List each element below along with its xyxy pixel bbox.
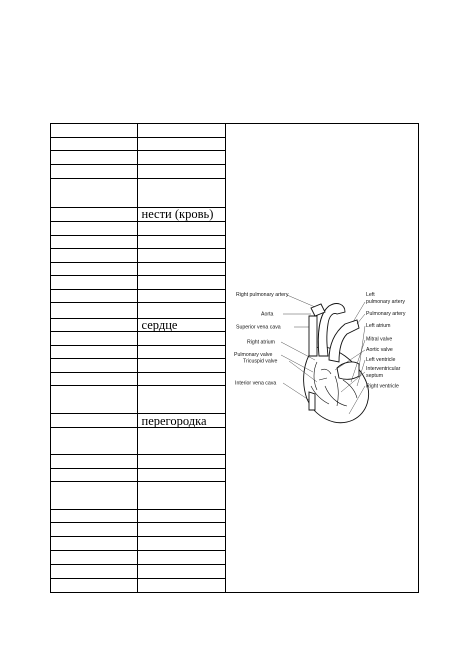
table-row bbox=[51, 551, 225, 565]
heart-diagram bbox=[225, 124, 418, 592]
table-row bbox=[51, 262, 225, 275]
label-left-atrium: Left atrium bbox=[366, 323, 391, 329]
table-row bbox=[51, 359, 225, 373]
translation-cell bbox=[137, 428, 225, 455]
term-cell bbox=[51, 207, 137, 221]
term-cell bbox=[51, 164, 137, 178]
term-cell bbox=[51, 289, 137, 302]
label-left-pulmonary-artery-line2: pulmonary artery bbox=[366, 299, 405, 305]
translation-cell bbox=[137, 262, 225, 275]
label-right-atrium: Right atrium bbox=[247, 339, 275, 346]
translation-cell bbox=[137, 178, 225, 207]
table-row bbox=[51, 579, 225, 592]
term-cell bbox=[51, 359, 137, 373]
table-row bbox=[51, 248, 225, 262]
table-row bbox=[51, 207, 225, 221]
translation-cell bbox=[137, 551, 225, 565]
term-cell bbox=[51, 178, 137, 207]
translation-cell bbox=[137, 137, 225, 150]
translation-cell: перегородка bbox=[137, 414, 225, 428]
term-cell bbox=[51, 428, 137, 455]
term-cell bbox=[51, 248, 137, 262]
term-cell bbox=[51, 221, 137, 235]
label-aortic-valve: Aortic valve bbox=[366, 347, 393, 353]
vocabulary-table bbox=[51, 124, 226, 592]
translation-cell bbox=[137, 579, 225, 592]
table-row bbox=[51, 537, 225, 551]
term-cell bbox=[51, 565, 137, 579]
translation-cell bbox=[137, 386, 225, 414]
translation-cell bbox=[137, 302, 225, 318]
table-row bbox=[51, 414, 225, 428]
translation-cell bbox=[137, 510, 225, 523]
term-cell bbox=[51, 373, 137, 386]
translation-cell bbox=[137, 124, 225, 137]
table-row bbox=[51, 482, 225, 510]
translation-cell: сердце bbox=[137, 318, 225, 332]
table-row bbox=[51, 235, 225, 248]
table-row bbox=[51, 221, 225, 235]
term-cell bbox=[51, 318, 137, 332]
term-cell bbox=[51, 579, 137, 592]
table-row bbox=[51, 386, 225, 414]
term-cell bbox=[51, 262, 137, 275]
translation-cell bbox=[137, 221, 225, 235]
table-row bbox=[51, 302, 225, 318]
translation-cell bbox=[137, 565, 225, 579]
left-labels bbox=[234, 292, 289, 387]
term-cell bbox=[51, 346, 137, 359]
term-cell bbox=[51, 235, 137, 248]
label-aorta: Aorta bbox=[261, 311, 274, 318]
term-cell bbox=[51, 469, 137, 482]
translation-cell bbox=[137, 346, 225, 359]
term-cell bbox=[51, 414, 137, 428]
label-pulmonary-valve: Pulmonary valve bbox=[234, 352, 273, 358]
label-right-pulmonary-artery: Right pulmonary artery bbox=[236, 292, 289, 298]
table-row bbox=[51, 428, 225, 455]
table-row bbox=[51, 150, 225, 164]
table-row bbox=[51, 289, 225, 302]
term-cell bbox=[51, 275, 137, 289]
translation-cell bbox=[137, 248, 225, 262]
table-row bbox=[51, 455, 225, 469]
translation-cell bbox=[137, 523, 225, 537]
table-row bbox=[51, 137, 225, 150]
translation-cell bbox=[137, 373, 225, 386]
term-cell bbox=[51, 551, 137, 565]
table-row bbox=[51, 124, 225, 137]
term-cell bbox=[51, 455, 137, 469]
table-row bbox=[51, 318, 225, 332]
term-cell bbox=[51, 482, 137, 510]
label-tricuspid-valve: Tricuspid valve bbox=[243, 358, 278, 365]
table-row bbox=[51, 523, 225, 537]
label-pulmonary-artery: Pulmonary artery bbox=[366, 311, 406, 317]
table-row bbox=[51, 373, 225, 386]
translation-cell bbox=[137, 537, 225, 551]
label-left-pulmonary-artery-line1: Left bbox=[366, 292, 375, 298]
label-interventricular-septum-line2: septum bbox=[366, 373, 384, 379]
translation-cell bbox=[137, 150, 225, 164]
table-row bbox=[51, 469, 225, 482]
translation-cell bbox=[137, 275, 225, 289]
translation-cell bbox=[137, 289, 225, 302]
label-left-ventricle: Left ventricle bbox=[366, 357, 396, 363]
table-row bbox=[51, 510, 225, 523]
table-row bbox=[51, 332, 225, 346]
label-inferior-vena-cava: Interior vena cava bbox=[235, 380, 277, 387]
term-cell bbox=[51, 302, 137, 318]
translation-cell bbox=[137, 482, 225, 510]
table-row bbox=[51, 178, 225, 207]
translation-cell bbox=[137, 455, 225, 469]
term-cell bbox=[51, 150, 137, 164]
term-cell bbox=[51, 124, 137, 137]
table-row bbox=[51, 346, 225, 359]
term-cell bbox=[51, 523, 137, 537]
translation-cell: нести (кровь) bbox=[137, 207, 225, 221]
term-cell bbox=[51, 386, 137, 414]
label-superior-vena-cava: Superior vena cava bbox=[236, 324, 281, 331]
translation-cell bbox=[137, 332, 225, 346]
heart-diagram-cell bbox=[225, 124, 418, 592]
table-row bbox=[51, 565, 225, 579]
translation-cell bbox=[137, 235, 225, 248]
label-right-ventricle: Right ventricle bbox=[366, 383, 399, 390]
table-row bbox=[51, 164, 225, 178]
worksheet-table bbox=[50, 123, 419, 593]
translation-cell bbox=[137, 469, 225, 482]
term-cell bbox=[51, 537, 137, 551]
table-row bbox=[51, 275, 225, 289]
term-cell bbox=[51, 332, 137, 346]
translation-cell bbox=[137, 164, 225, 178]
translation-cell bbox=[137, 359, 225, 373]
term-cell bbox=[51, 137, 137, 150]
right-labels bbox=[366, 292, 406, 390]
term-cell bbox=[51, 510, 137, 523]
label-mitral-valve: Mitral valve bbox=[366, 336, 393, 343]
label-interventricular-septum-line1: Interventricular bbox=[366, 366, 401, 372]
